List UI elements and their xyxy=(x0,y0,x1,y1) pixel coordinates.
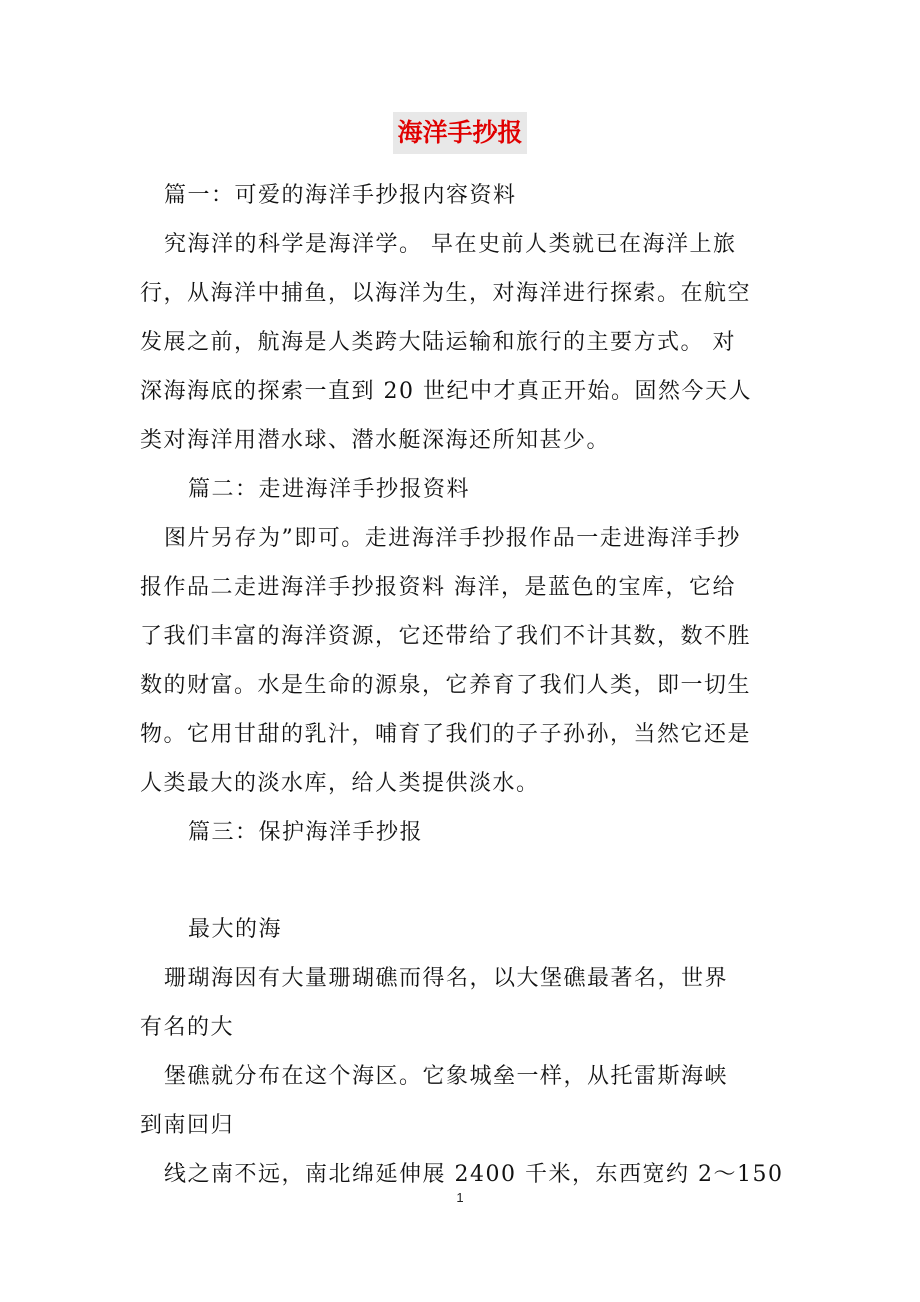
paragraph-line: 珊瑚海因有大量珊瑚礁而得名，以大堡礁最著名，世界 xyxy=(164,966,729,991)
paragraph-line: 堡礁就分布在这个海区。它象城垒一样，从托雷斯海峡 xyxy=(164,1064,729,1089)
paragraph-line: 行，从海洋中捕鱼，以海洋为生，对海洋进行探索。在航空 xyxy=(140,281,752,306)
heading-part-1: 篇一：可爱的海洋手抄报内容资料 xyxy=(164,183,517,208)
document-title: 海洋手抄报 xyxy=(393,112,526,154)
page-number: 1 xyxy=(456,1190,464,1205)
paragraph-line: 数的财富。水是生命的源泉，它养育了我们人类，即一切生 xyxy=(140,673,752,698)
paragraph-line: 了我们丰富的海洋资源，它还带给了我们不计其数，数不胜 xyxy=(140,624,752,649)
paragraph-line: 人类最大的淡水库，给人类提供淡水。 xyxy=(140,771,540,796)
paragraph-line: 报作品二走进海洋手抄报资料 海洋，是蓝色的宝库，它给 xyxy=(140,575,736,600)
paragraph-line: 有名的大 xyxy=(140,1015,235,1040)
paragraph-line: 深海海底的探索一直到 20 世纪中才真正开始。固然今天人 xyxy=(140,379,752,404)
paragraph-line: 究海洋的科学是海洋学。 早在史前人类就已在海洋上旅 xyxy=(164,232,737,257)
paragraph-line: 到南回归 xyxy=(140,1113,235,1138)
heading-part-3: 篇三：保护海洋手抄报 xyxy=(188,820,424,845)
paragraph-line: 物。它用甘甜的乳汁，哺育了我们的子子孙孙，当然它还是 xyxy=(140,722,752,747)
paragraph-line: 图片另存为”即可。走进海洋手抄报作品一走进海洋手抄 xyxy=(164,526,741,551)
heading-part-2: 篇二：走进海洋手抄报资料 xyxy=(188,477,471,502)
paragraph-line: 发展之前，航海是人类跨大陆运输和旅行的主要方式。 对 xyxy=(140,330,736,355)
paragraph-line: 类对海洋用潜水球、潜水艇深海还所知甚少。 xyxy=(140,428,611,453)
document-title-wrap xyxy=(0,112,920,154)
subheading: 最大的海 xyxy=(188,917,283,942)
paragraph-line: 线之南不远，南北绵延伸展 2400 千米，东西宽约 2～150 xyxy=(164,1162,784,1187)
